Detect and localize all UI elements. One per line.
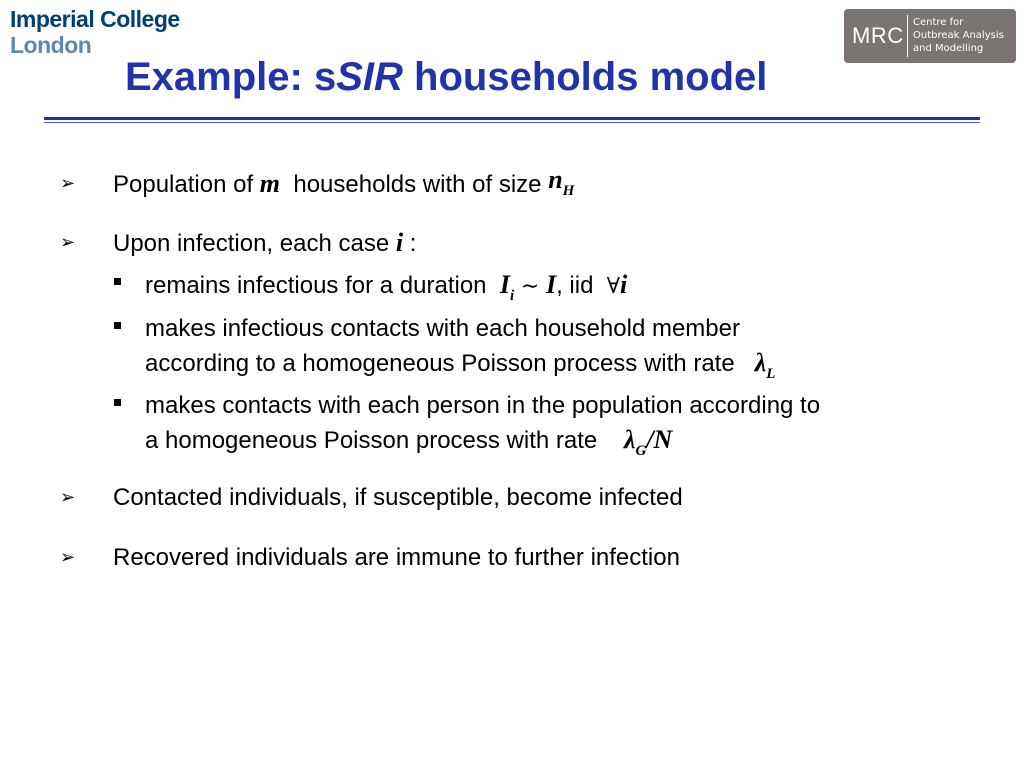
math-Ii (499, 270, 515, 304)
square-bullet-icon (114, 322, 121, 329)
mrc-mark: MRC (852, 23, 904, 48)
bullet-2-colon: : (409, 230, 417, 257)
square-bullet-icon (114, 399, 121, 406)
mrc-text-line1: Centre for (913, 17, 964, 28)
square-bullet-icon (114, 278, 121, 285)
math-m: m (259, 169, 281, 198)
bullet-1-text2: households with of size (293, 171, 542, 198)
math-sub-i: i (509, 288, 515, 304)
math-i: i (395, 228, 404, 257)
sub-bullet-3-line1: makes contacts with each person in the population according to (145, 392, 821, 419)
sub-bullet-2-line2: according to a homogeneous Poisson process with rate (145, 350, 735, 377)
logo-line1: Imperial College (10, 6, 180, 32)
bullet-2-text: Upon infection, each case (113, 230, 390, 257)
math-sub-H: H (562, 183, 575, 199)
logo-line2: London (10, 32, 92, 58)
math-I: I (499, 270, 510, 299)
math-distributed-symbol: ∼ (520, 274, 540, 299)
sub-bullet-1-text: remains infectious for a duration (145, 272, 487, 299)
bullet-1-text: Population of (113, 171, 254, 198)
arrow-bullet-icon: ➢ (60, 173, 76, 194)
math-lambda-G-over-N (623, 425, 673, 459)
mrc-text-line3: and Modelling (913, 43, 984, 54)
sub-bullet-2-line1: makes infectious contacts with each household member (145, 315, 740, 342)
math-lambda-L (754, 348, 776, 382)
title-prefix: Example: s (125, 55, 337, 99)
title-suffix: households model (402, 55, 768, 99)
sub-bullet-1-iid: , iid (556, 272, 594, 299)
math-n: n (548, 165, 563, 194)
sub-bullet-3-line2: a homogeneous Poisson process with rate (145, 427, 598, 454)
arrow-bullet-icon: ➢ (60, 487, 76, 508)
arrow-bullet-icon: ➢ (60, 232, 76, 253)
math-nH (548, 165, 575, 199)
math-I2: I (545, 270, 557, 299)
bullet-3-text: Contacted individuals, if susceptible, become infected (113, 484, 683, 511)
math-over-N: /N (646, 425, 673, 454)
math-sub-G: G (635, 443, 647, 459)
mrc-text-line2: Outbreak Analysis (913, 30, 1004, 41)
arrow-bullet-icon: ➢ (60, 547, 76, 568)
math-lambda2: λ (623, 425, 636, 454)
math-sub-L: L (766, 366, 776, 382)
bullet-4-text: Recovered individuals are immune to further infection (113, 544, 680, 571)
math-i2: i (620, 270, 628, 299)
math-lambda: λ (754, 348, 767, 377)
title-italic: SIR (336, 55, 403, 99)
math-forall-symbol: ∀ (606, 274, 621, 299)
